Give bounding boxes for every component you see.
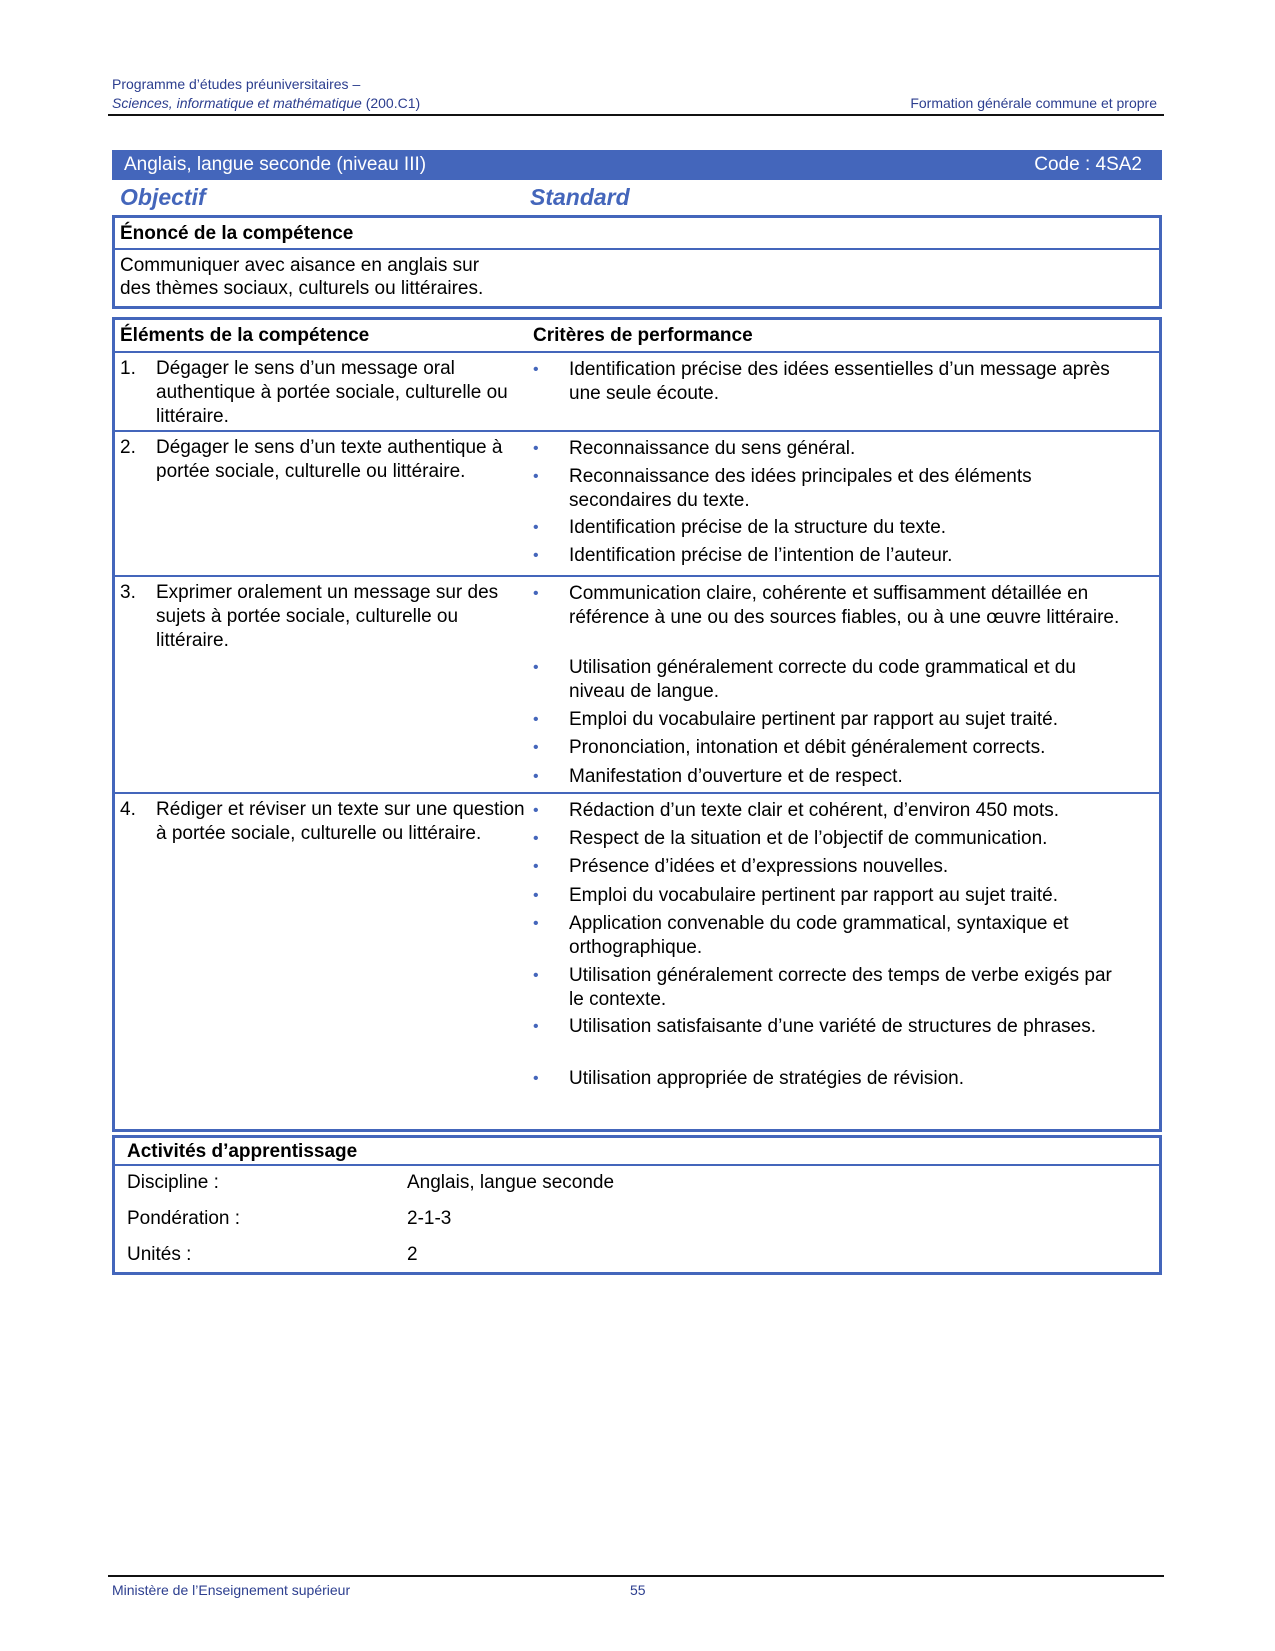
criterion-text: Manifestation d’ouverture et de respect. [569, 766, 903, 787]
element-text: Dégager le sens d’un texte authentique à portée sociale, culturelle ou littéraire. [156, 437, 503, 482]
element-number: 4. [120, 799, 136, 820]
elements-heading: Éléments de la compétence [120, 325, 370, 346]
course-title: Anglais, langue seconde (niveau III) [124, 154, 427, 175]
criterion-text: Identification précise de la structure du texte. [569, 517, 947, 538]
criterion-text: Reconnaissance du sens général. [569, 438, 856, 459]
unites-label: Unités : [127, 1244, 192, 1265]
bullet-icon: • [533, 468, 539, 485]
criterion-text: Communication claire, cohérente et suffisamment détaillée en référence à une ou des sources fiables, ou à une œuvre littéraire. [569, 583, 1120, 628]
element-number: 2. [120, 437, 136, 458]
criterion-text: Utilisation généralement correcte du code grammatical et du niveau de langue. [569, 657, 1076, 702]
bullet-icon: • [533, 739, 539, 756]
element-text: Exprimer oralement un message sur des sujets à portée sociale, culturelle ou littéraire. [156, 582, 499, 651]
footer-rule [108, 1575, 1164, 1577]
header-rule [108, 114, 1164, 116]
enonce-box [112, 215, 1162, 309]
bullet-icon: • [533, 967, 539, 984]
element-number: 3. [120, 582, 136, 603]
ponderation-value: 2-1-3 [407, 1208, 452, 1229]
element-number: 1. [120, 358, 136, 379]
criterion-text: Emploi du vocabulaire pertinent par rapport au sujet traité. [569, 885, 1058, 906]
criteres-heading: Critères de performance [533, 325, 753, 346]
criterion-text: Utilisation satisfaisante d’une variété de structures de phrases. [569, 1016, 1096, 1037]
unites-value: 2 [407, 1244, 418, 1265]
bullet-icon: • [533, 887, 539, 904]
bullet-icon: • [533, 711, 539, 728]
criterion-text: Respect de la situation et de l’objectif de communication. [569, 828, 1048, 849]
row-divider [115, 792, 1159, 794]
criterion-text: Utilisation appropriée de stratégies de révision. [569, 1068, 964, 1089]
criterion-text: Présence d’idées et d’expressions nouvelles. [569, 856, 949, 877]
objectif-heading: Objectif [120, 184, 206, 210]
row-divider [115, 575, 1159, 577]
competence-table [112, 317, 1162, 1132]
enonce-heading: Énoncé de la compétence [120, 223, 354, 244]
criterion-text: Reconnaissance des idées principales et des éléments secondaires du texte. [569, 466, 1032, 511]
header-program-name [112, 95, 1157, 111]
header-program-title: Sciences, informatique et mathématique [112, 95, 362, 111]
footer-ministry: Ministère de l’Enseignement supérieur [112, 1582, 351, 1598]
bullet-icon: • [533, 519, 539, 536]
element-text: Dégager le sens d’un message oral authentique à portée sociale, culturelle ou littéraire. [156, 358, 508, 427]
header-right-label: Formation générale commune et propre [910, 95, 1157, 111]
standard-heading: Standard [530, 184, 630, 210]
bullet-icon: • [533, 858, 539, 875]
bullet-icon: • [533, 1070, 539, 1087]
criterion-text: Rédaction d’un texte clair et cohérent, d’environ 450 mots. [569, 800, 1060, 821]
criterion-text: Prononciation, intonation et débit généralement corrects. [569, 737, 1046, 758]
ponderation-label: Pondération : [127, 1208, 241, 1229]
criterion-text: Application convenable du code grammatical, syntaxique et orthographique. [569, 913, 1069, 958]
course-title-bar [112, 150, 1162, 180]
page-number: 55 [630, 1582, 646, 1598]
bullet-icon: • [533, 1018, 539, 1035]
criterion-text: Utilisation généralement correcte des temps de verbe exigés par le contexte. [569, 965, 1112, 1010]
row-divider [115, 430, 1159, 432]
course-code: Code : 4SA2 [1034, 154, 1142, 175]
enonce-text-line-1: Communiquer avec aisance en anglais sur [120, 255, 480, 276]
bullet-icon: • [533, 768, 539, 785]
header-program-line: Programme d’études préuniversitaires – [112, 76, 361, 92]
criterion-text: Emploi du vocabulaire pertinent par rapport au sujet traité. [569, 709, 1058, 730]
criterion-text: Identification précise de l’intention de l’auteur. [569, 545, 953, 566]
bullet-icon: • [533, 659, 539, 676]
criterion-text: Identification précise des idées essentielles d’un message après une seule écoute. [569, 359, 1110, 404]
bullet-icon: • [533, 802, 539, 819]
activites-box [112, 1135, 1162, 1275]
bullet-icon: • [533, 830, 539, 847]
table-header-divider [115, 351, 1159, 353]
header-program-code: (200.C1) [361, 95, 421, 111]
bullet-icon: • [533, 440, 539, 457]
enonce-text-line-2: des thèmes sociaux, culturels ou littéraires. [120, 278, 484, 299]
activites-header [115, 1138, 1159, 1166]
element-text: Rédiger et réviser un texte sur une question à portée sociale, culturelle ou littéraire. [156, 799, 525, 844]
bullet-icon: • [533, 585, 539, 602]
activites-heading: Activités d’apprentissage [127, 1141, 358, 1162]
discipline-value: Anglais, langue seconde [407, 1172, 615, 1193]
bullet-icon: • [533, 547, 539, 564]
discipline-label: Discipline : [127, 1172, 219, 1193]
bullet-icon: • [533, 915, 539, 932]
enonce-header [115, 218, 1159, 250]
bullet-icon: • [533, 361, 539, 378]
